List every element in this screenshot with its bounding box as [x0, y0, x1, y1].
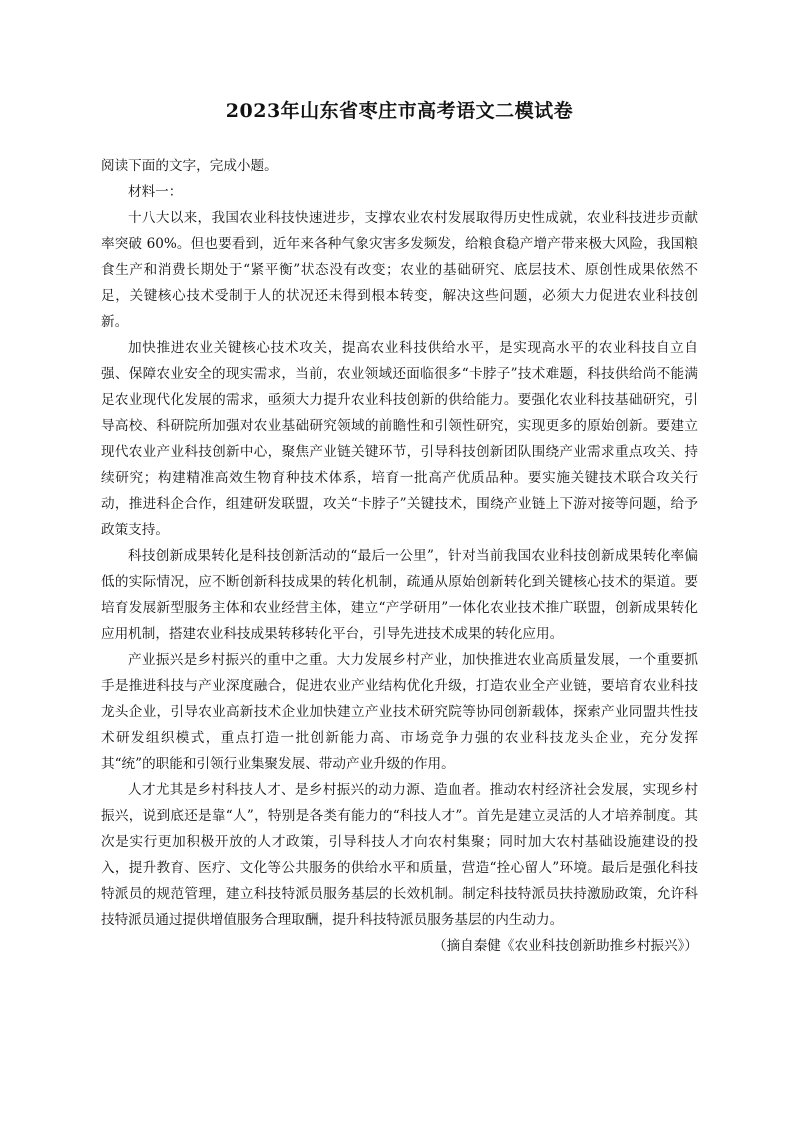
paragraph-2: 加快推进农业关键核心技术攻关，提高农业科技供给水平，是实现高水平的农业科技自立自强、保障农业安全的现实需求，当前，农业领域还面临很多“卡脖子”技术难题，科技供给尚不能满足农业现代化发展的需求，亟须大力提升农业科技创新的供给能力。要强化农业科技基础研究，引导高校、科研院所加强对农业基础研究领域的前瞻性和引领性研究，实现更多的原始创新。要建立现代农业产业科技创新中心，聚焦产业链关键环节，引导科技创新团队围绕产业需求重点攻关、持续研究；构建精准高效生物育种技术体系，培育一批高产优质品种。要实施关键技术联合攻关行动，推进科企合作，组建研发联盟，攻关“卡脖子”关键技术，围绕产业链上下游对接等问题，给予政策支持。 — [101, 340, 698, 538]
document-title: 2023年山东省枣庄市高考语文二模试卷 — [225, 100, 574, 122]
paragraph-5: 人才尤其是乡村科技人才、是乡村振兴的动力源、造血者。推动农村经济社会发展，实现乡村振兴，说到底还是靠“人”，特别是各类有能力的“科技人才”。首先是建立灵活的人才培养制度。其次是实行更加积极开放的人才政策，引导科技人才向农村集聚；同时加大农村基础设施建设的投入，提升教育、医疗、文化等公共服务的供给水平和质量，营造“拴心留人”环境。最后是强化科技特派员的规范管理，建立科技特派员服务基层的长效机制。制定科技特派员扶持激励政策，允许科技特派员通过提供增值服务合理取酬，提升科技特派员服务基层的内生动力。 — [101, 782, 698, 928]
paragraph-1: 十八大以来，我国农业科技快速进步，支撑农业农村发展取得历史性成就，农业科技进步贡献率突破 60%。但也要看到，近年来各种气象灾害多发频发，给粮食稳产增产带来极大风险，我国粮食生产和消费长期处于“紧平衡”状态没有改变；农业的基础研究、底层技术、原创性成果依然不足，关键核心技术受制于人的状况还未得到根本转变，解决这些问题，必须大力促进农业科技创新。 — [101, 210, 698, 330]
instruction-text: 阅读下面的文字，完成小题。 — [101, 158, 278, 174]
material-label: 材料一： — [128, 184, 183, 200]
paragraph-4: 产业振兴是乡村振兴的重中之重。大力发展乡村产业，加快推进农业高质量发展，一个重要抓手是推进科技与产业深度融合，促进农业产业结构优化升级，打造农业全产业链，要培育农业科技龙头企业，引导农业高新技术企业加快建立产业技术研究院等协同创新载体，探索产业同盟共性技术研发组织模式，重点打造一批创新能力高、市场竞争力强的农业科技龙头企业，充分发挥其“统”的职能和引领行业集聚发展、带动产业升级的作用。 — [101, 652, 698, 772]
paragraph-3: 科技创新成果转化是科技创新活动的“最后一公里”，针对当前我国农业科技创新成果转化率偏低的实际情况，应不断创新科技成果的转化机制，疏通从原始创新转化到关键核心技术的渠道。要培育发展新型服务主体和农业经营主体，建立“产学研用”一体化农业技术推广联盟，创新成果转化应用机制，搭建农业科技成果转移转化平台，引导先进技术成果的转化应用。 — [101, 548, 698, 642]
source-citation: （摘自秦健《农业科技创新助推乡村振兴》） — [432, 938, 698, 954]
